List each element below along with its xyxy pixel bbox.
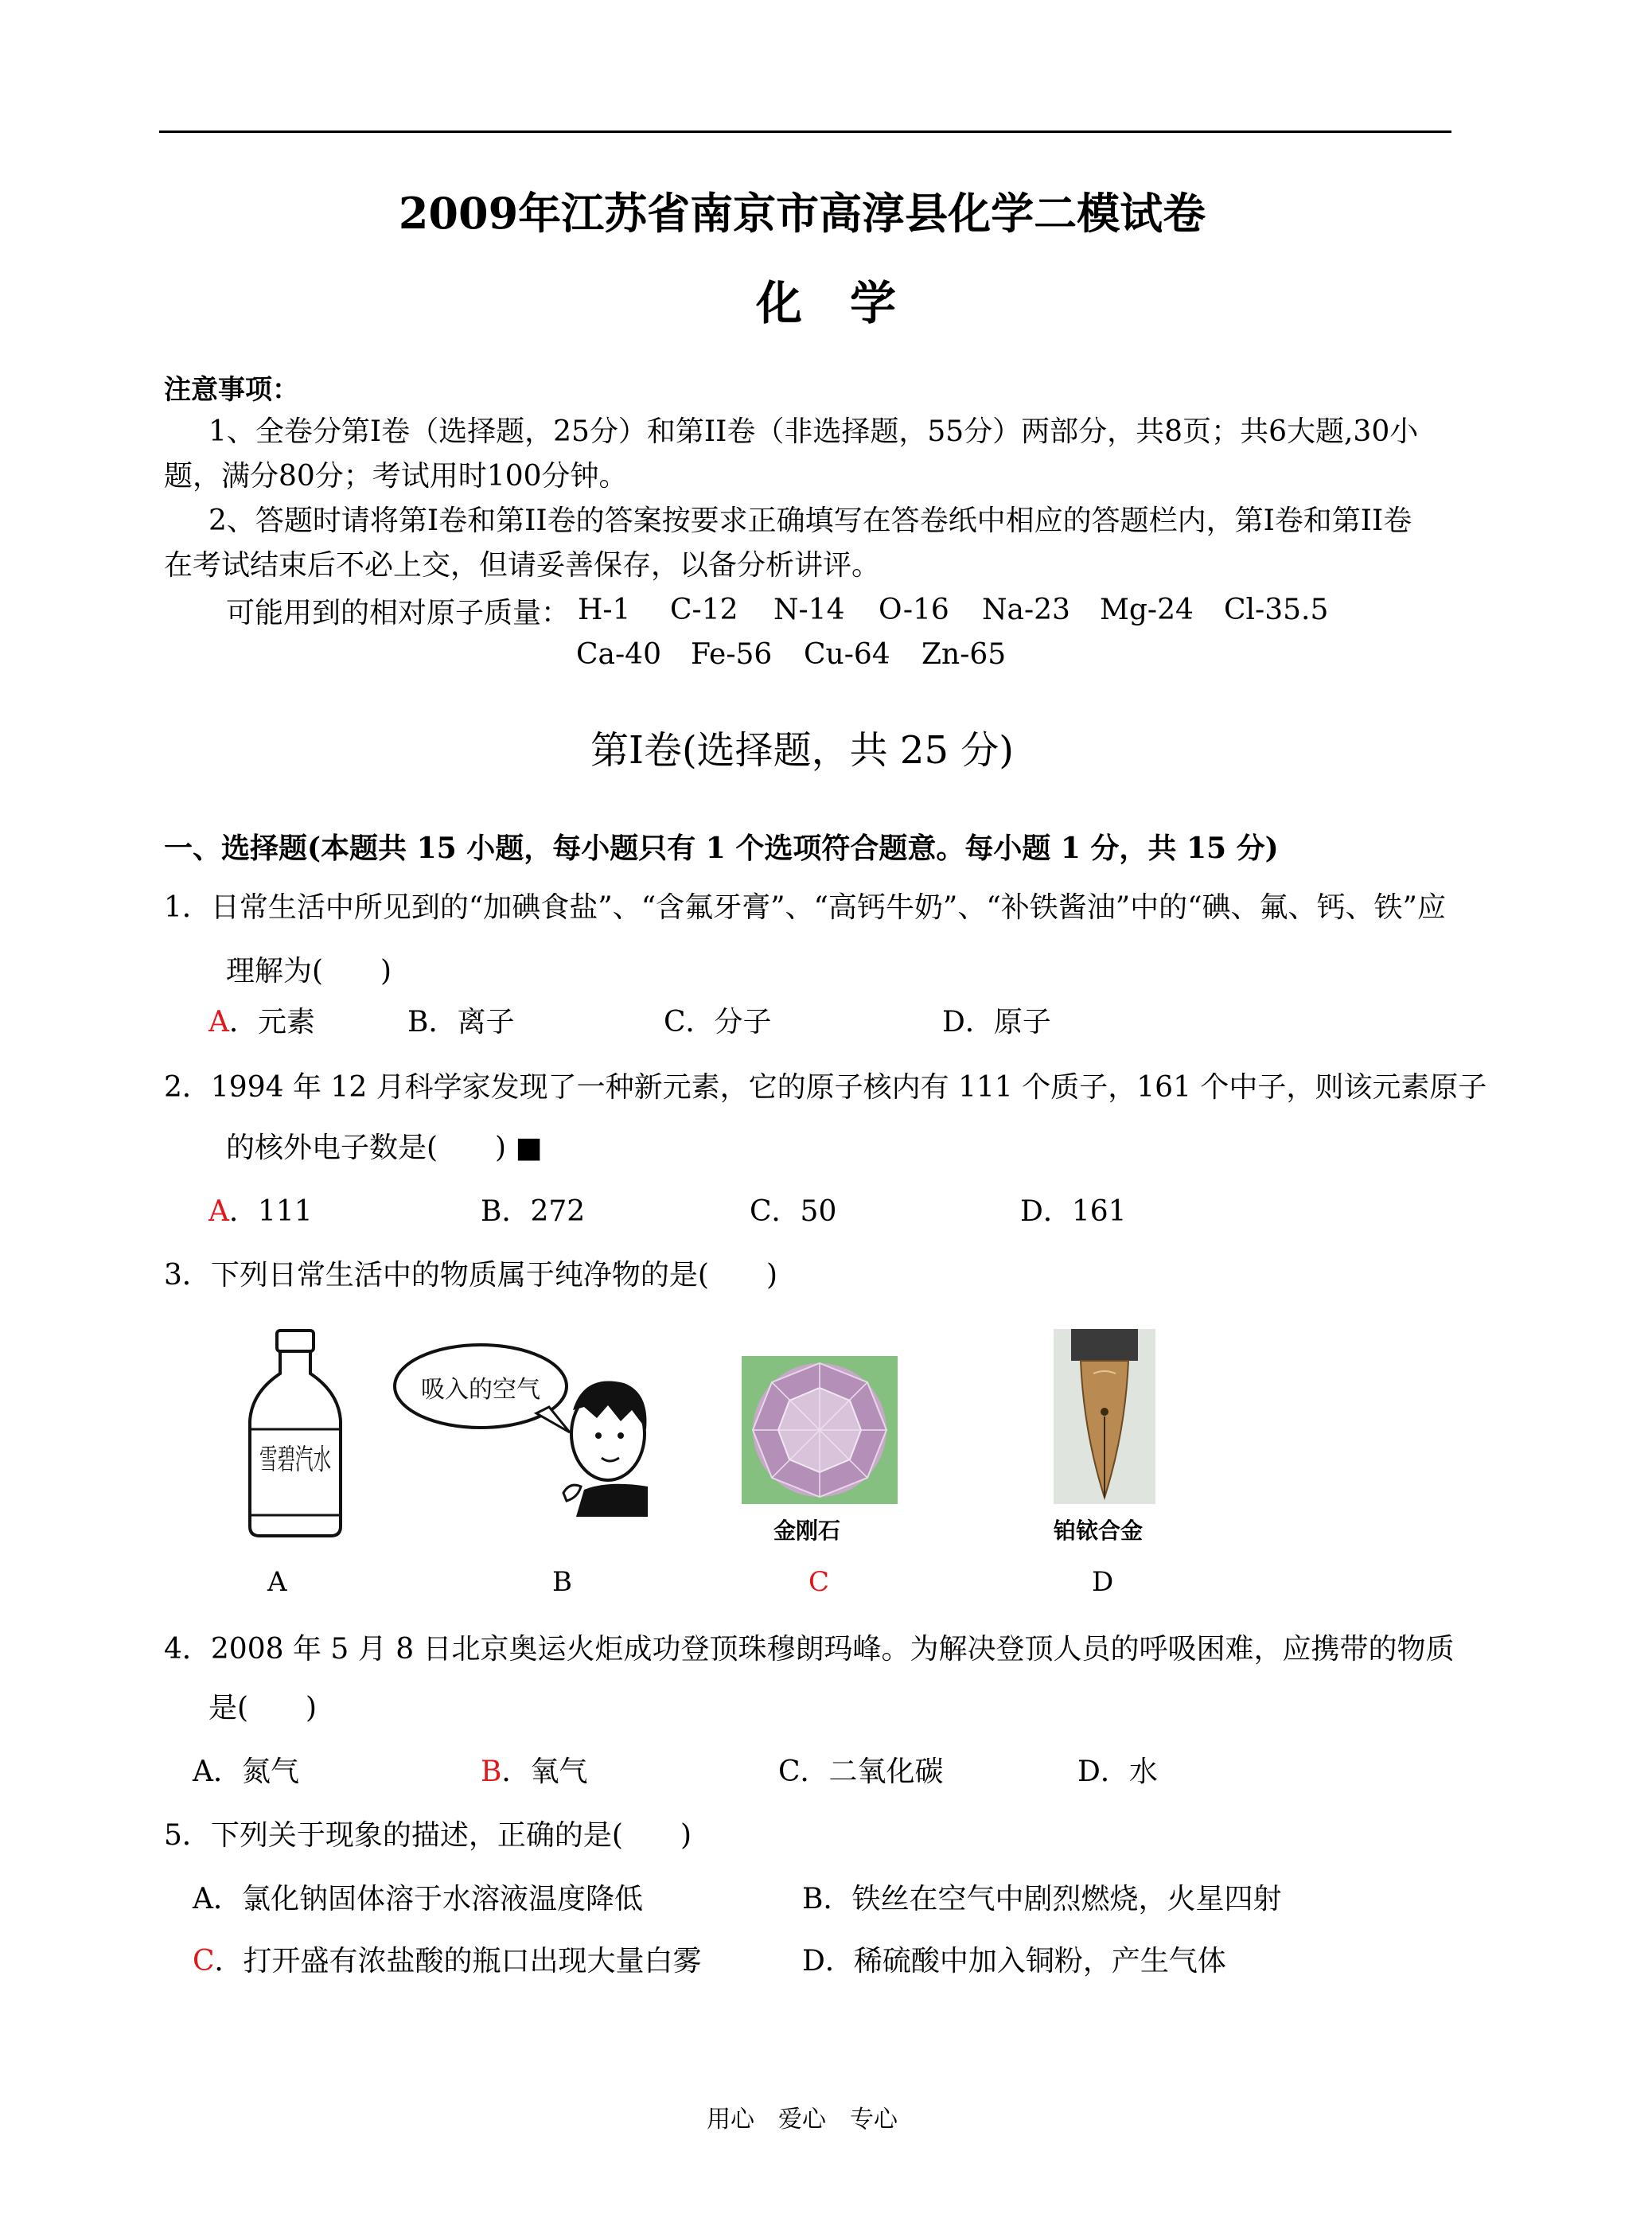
- soda-bottle-picture: [236, 1326, 355, 1541]
- question-stem: 1．日常生活中所见到的“加碘食盐”、“含氟牙膏”、“高钙牛奶”、“补铁酱油”中的“碘、氟、钙、铁”应: [164, 891, 1446, 924]
- atomic-mass-item: Zn-65: [921, 638, 1007, 671]
- exam-title: 2009年江苏省南京市高淳县化学二模试卷: [398, 188, 1206, 239]
- option: D．原子: [942, 1006, 1051, 1038]
- atomic-mass-item: Mg-24: [1100, 594, 1194, 626]
- question-stem: 3．下列日常生活中的物质属于纯净物的是( ): [164, 1259, 777, 1292]
- option: C．二氧化碳: [778, 1755, 944, 1788]
- notice-line: 题，满分80分；考试用时100分钟。: [164, 460, 628, 493]
- figure-caption: 铂铱合金: [1054, 1518, 1144, 1544]
- pen-nib-picture: [1054, 1329, 1155, 1504]
- notice-line: 2、答题时请将第I卷和第II卷的答案按要求正确填写在答卷纸中相应的答题栏内，第I卷和第II卷: [208, 505, 1412, 537]
- option: B．氧气: [481, 1755, 588, 1788]
- section-title: 第I卷(选择题，共 25 分): [590, 728, 1014, 773]
- option: C．打开盛有浓盐酸的瓶口出现大量白雾: [193, 1945, 702, 1978]
- person-breathing-picture: [393, 1334, 648, 1517]
- option: B．272: [481, 1195, 586, 1228]
- atomic-mass-item: Ca-40: [576, 638, 661, 671]
- atomic-mass-item: Fe-56: [691, 638, 773, 671]
- atomic-mass-item: H-1: [578, 594, 631, 626]
- option: D．水: [1077, 1755, 1158, 1788]
- figure-letter: A: [267, 1566, 287, 1598]
- option: A．氮气: [193, 1755, 300, 1788]
- bottle-label-line: 雪碧汽水: [259, 1444, 331, 1476]
- atomic-mass-item: Cl-35.5: [1224, 594, 1329, 626]
- speech-bubble-text: 吸入的空气: [421, 1376, 540, 1404]
- figure-letter: C: [808, 1566, 830, 1598]
- figure-letter: D: [1092, 1566, 1114, 1598]
- figure-letter: B: [552, 1566, 572, 1598]
- atomic-mass-item: Na-23: [982, 594, 1070, 626]
- page-footer: 用心 爱心 专心: [707, 2106, 898, 2133]
- option: B．铁丝在空气中剧烈燃烧，火星四射: [802, 1883, 1282, 1915]
- notice-line: 1、全卷分第I卷（选择题，25分）和第II卷（非选择题，55分）两部分，共8页；共6大题,30小: [208, 415, 1419, 448]
- question-stem: 理解为( ): [226, 955, 392, 988]
- atomic-mass-item: Cu-64: [804, 638, 890, 671]
- option: D．161: [1020, 1195, 1127, 1228]
- part-heading: 一、选择题(本题共 15 小题，每小题只有 1 个选项符合题意。每小题 1 分，共 15 分): [164, 832, 1279, 865]
- option: A．元素: [208, 1006, 316, 1038]
- question-stem: 是( ): [208, 1692, 318, 1724]
- atomic-mass-item: C-12: [670, 594, 738, 626]
- option: B．离子: [407, 1006, 515, 1038]
- notice-heading: 注意事项：: [164, 374, 299, 406]
- option: A．氯化钠固体溶于水溶液温度降低: [193, 1883, 644, 1915]
- option: A．111: [208, 1195, 313, 1228]
- atomic-mass-item: O-16: [879, 594, 949, 626]
- option: D．稀硫酸中加入铜粉，产生气体: [802, 1945, 1226, 1978]
- question-stem: 5．下列关于现象的描述，正确的是( ): [164, 1819, 692, 1852]
- atomic-mass-item: N-14: [773, 594, 845, 626]
- top-rule: [159, 131, 1451, 133]
- option: C．分子: [664, 1006, 772, 1038]
- atomic-mass-label: 可能用到的相对原子质量：: [226, 597, 571, 629]
- question-stem: 的核外电子数是( ) ■: [226, 1132, 543, 1164]
- question-stem: 4．2008 年 5 月 8 日北京奥运火炬成功登顶珠穆朗玛峰。为解决登顶人员的呼吸困难，应携带的物质: [164, 1633, 1455, 1666]
- option: C．50: [750, 1195, 837, 1228]
- notice-line: 在考试结束后不必上交，但请妥善保存，以备分析讲评。: [164, 549, 881, 582]
- question-stem: 2．1994 年 12 月科学家发现了一种新元素，它的原子核内有 111 个质子，161 个中子，则该元素原子: [164, 1071, 1487, 1104]
- diamond-picture: [742, 1356, 898, 1504]
- subject-title: 化学: [755, 276, 944, 330]
- figure-caption: 金刚石: [773, 1518, 841, 1544]
